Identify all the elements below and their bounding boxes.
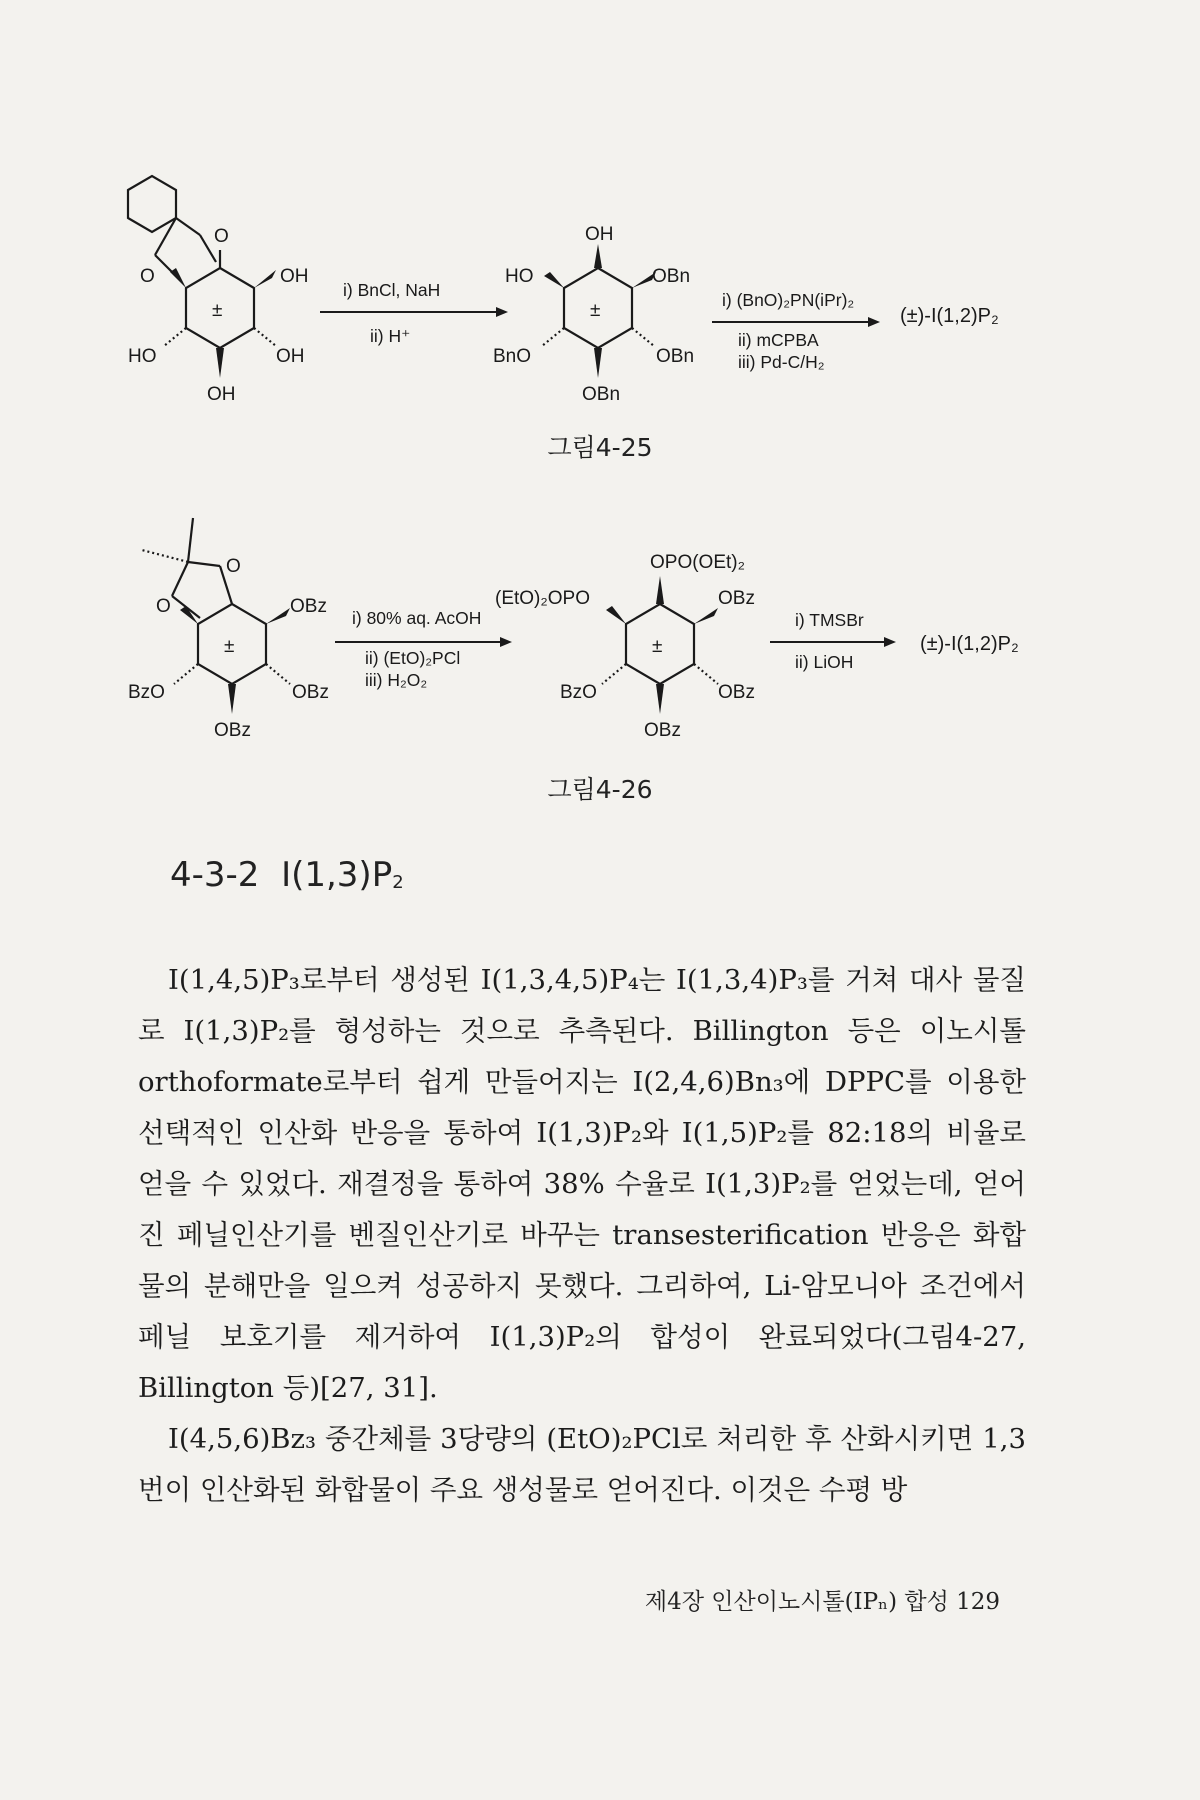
scheme-4-26 [0,500,1200,800]
section-title: I(1,3)P [281,855,393,895]
atom-label: (EtO)₂OPO [495,588,590,609]
atom-label: BzO [128,682,165,703]
paragraph: I(1,4,5)P₃로부터 생성된 I(1,3,4,5)P₄는 I(1,3,4)P₃를 거쳐 대사 물질로 I(1,3)P₂를 형성하는 것으로 추측된다. Billington 등은 이노시톨 orthoformate로부터 쉽게 만들어지는 I(2,4,6)Bn₃에 DPPC를 이용한 선택적인 인산화 반응을 통하여 I(1,3)P₂와 I(1,5)P₂를 82:18의 비율로 얻을 수 있었다. 재결정을 통하여 38% 수율로 I(1,3)P₂를 얻었는데, 얻어진 페닐인산기를 벤질인산기로 바꾸는 transesterification 반응은 화합물의 분해만을 일으켜 성공하지 못했다. 그리하여, Li-암모니아 조건에서 페닐 보호기를 제거하여 I(1,3)P₂의 합성이 완료되었다(그림4-27, Billington 등)[27, 31]. [138,964,1026,1404]
hash-bond [542,328,564,346]
section-title-subscript: 2 [392,872,404,893]
bond [176,218,200,235]
bond [188,562,220,566]
racemic-label: ± [652,636,663,657]
hash-bond [266,664,290,684]
figure-caption: 그림4-26 [547,775,653,804]
product-label: (±)-I(1,2)P₂ [900,305,999,327]
hash-bond [694,664,718,684]
reagent-text: i) 80% aq. AcOH [352,608,482,628]
section-heading [170,855,404,895]
racemic-label: ± [212,300,223,321]
atom-label: O [226,556,241,577]
wedge-bond [594,348,602,378]
scheme-4-25 [0,0,1200,430]
atom-label: OH [585,224,614,245]
hash-bond [632,328,654,346]
hash-bond [142,550,188,562]
atom-label: OBz [718,588,755,609]
figure-caption: 그림4-25 [547,433,653,462]
atom-label: OH [276,346,305,367]
atom-label: HO [505,266,534,287]
reagent-text: ii) (EtO)₂PCl [365,648,461,668]
reagent-text: i) (BnO)₂PN(iPr)₂ [722,290,855,310]
atom-label: OBz [292,682,329,703]
body-text [138,955,1026,1516]
section-number: 4-3-2 [170,855,260,895]
wedge-bond [694,608,718,624]
atom-label: OBn [652,266,691,287]
atom-label: HO [128,346,157,367]
wedge-bond [606,606,626,624]
wedge-bond [170,268,186,288]
hash-bond [164,328,186,346]
wedge-bond [254,270,276,288]
atom-label: OH [280,266,309,287]
atom-label: OH [207,384,236,405]
reagent-text: i) BnCl, NaH [343,280,441,300]
hash-bond [602,664,626,684]
reagent-text: i) TMSBr [795,610,864,630]
wedge-bond [656,684,664,714]
atom-label: OBn [656,346,695,367]
page-footer: 제4장 인산이노시톨(IPₙ) 합성 129 [644,1589,1000,1615]
bond [172,562,188,596]
product-label: (±)-I(1,2)P₂ [920,633,1019,655]
reagent-text: iii) H₂O₂ [365,670,428,690]
reagent-text: ii) mCPBA [738,330,819,350]
racemic-label: ± [224,636,235,657]
racemic-label: ± [590,300,601,321]
atom-label: OBz [718,682,755,703]
cyclohexyl-ring [128,176,176,232]
bond [188,518,193,562]
atom-label: BnO [493,346,532,367]
atom-label: BzO [560,682,597,703]
wedge-bond [216,348,224,378]
atom-label: OBz [214,720,251,741]
reagent-text: ii) LiOH [795,652,854,672]
atom-label: O [156,596,171,617]
hash-bond [174,664,198,684]
hash-bond [254,328,276,346]
atom-label: O [214,226,229,247]
atom-label: OPO(OEt)₂ [650,552,745,573]
atom-label: O [140,266,155,287]
atom-label: OBn [582,384,621,405]
wedge-bond [228,684,236,714]
reagent-text: ii) H⁺ [370,326,411,346]
atom-label: OBz [644,720,681,741]
wedge-bond [544,272,564,288]
wedge-bond [266,608,290,624]
reagent-text: iii) Pd-C/H₂ [738,352,825,372]
atom-label: OBz [290,596,327,617]
wedge-bond [594,244,602,268]
paragraph: I(4,5,6)Bz₃ 중간체를 3당량의 (EtO)₂PCl로 처리한 후 산화시키면 1,3번이 인산화된 화합물이 주요 생성물로 얻어진다. 이것은 수평 방 [138,1423,1026,1506]
wedge-bond [656,576,664,604]
